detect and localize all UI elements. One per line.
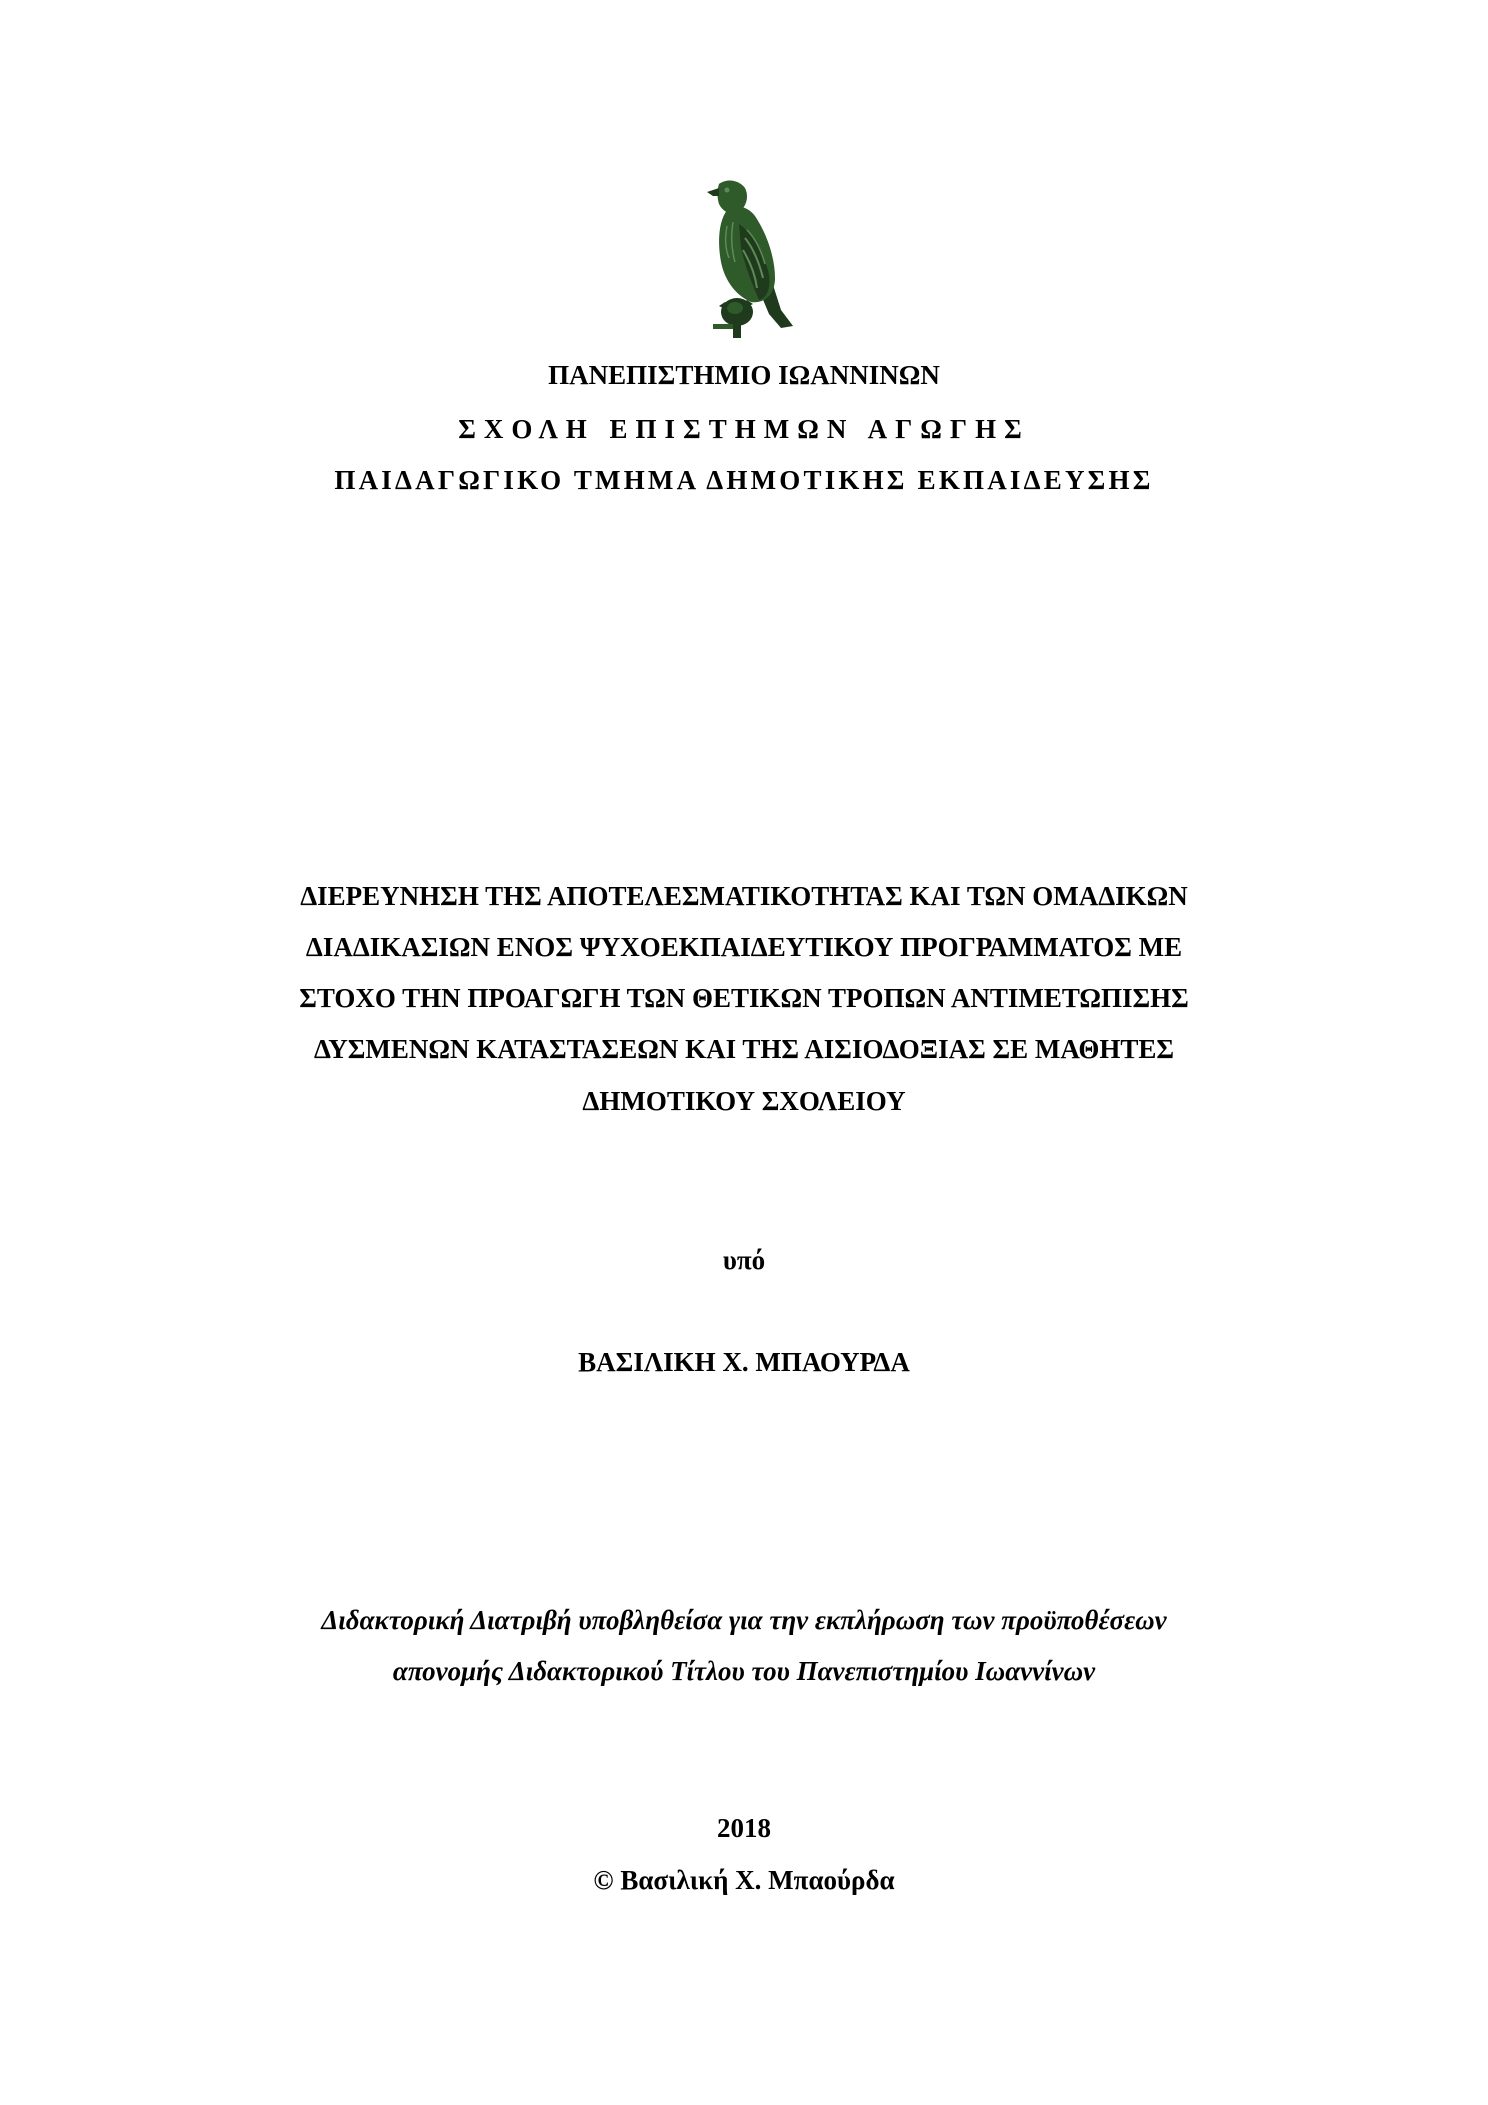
title-line: ΔΙΕΡΕΥΝΗΣΗ ΤΗΣ ΑΠΟΤΕΛΕΣΜΑΤΙΚΟΤΗΤΑΣ ΚΑΙ ΤΩΝ ΟΜΑΔΙΚΩΝ <box>300 881 1188 911</box>
by-label: υπό <box>722 1245 766 1275</box>
school-name: ΣΧΟΛΗ ΕΠΙΣΤΗΜΩΝ ΑΓΩΓΗΣ <box>458 414 1030 444</box>
owl-icon <box>689 178 799 338</box>
title-line: ΔΗΜΟΤΙΚΟΥ ΣΧΟΛΕΙΟΥ <box>582 1086 906 1116</box>
title-line: ΣΤΟΧΟ ΤΗΝ ΠΡΟΑΓΩΓΗ ΤΩΝ ΘΕΤΙΚΩΝ ΤΡΟΠΩΝ ΑΝΤΙΜΕΤΩΠΙΣΗΣ <box>299 983 1189 1013</box>
university-name: ΠΑΝΕΠΙΣΤΗΜΙΟ ΙΩΑΝΝΙΝΩΝ <box>548 360 940 390</box>
department-name: ΠΑΙΔΑΓΩΓΙΚΟ ΤΜΗΜΑ ΔΗΜΟΤΙΚΗΣ ΕΚΠΑΙΔΕΥΣΗΣ <box>334 465 1154 495</box>
author-name: ΒΑΣΙΛΙΚΗ Χ. ΜΠΑΟΥΡΔΑ <box>578 1347 910 1377</box>
copyright-notice: © Βασιλική Χ. Μπαούρδα <box>593 1865 895 1895</box>
title-line: ΔΙΑΔΙΚΑΣΙΩΝ ΕΝΟΣ ΨΥΧΟΕΚΠΑΙΔΕΥΤΙΚΟΥ ΠΡΟΓΡΑΜΜΑΤΟΣ ΜΕ <box>305 932 1183 962</box>
title-line: ΔΥΣΜΕΝΩΝ ΚΑΤΑΣΤΑΣΕΩΝ ΚΑΙ ΤΗΣ ΑΙΣΙΟΔΟΞΙΑΣ ΣΕ ΜΑΘΗΤΕΣ <box>313 1034 1175 1064</box>
year: 2018 <box>717 1813 771 1843</box>
thesis-description: Διδακτορική Διατριβή υποβληθείσα για την εκπλήρωση των προϋποθέσεων <box>321 1605 1167 1635</box>
thesis-description: απονομής Διδακτορικού Τίτλου του Πανεπιστημίου Ιωαννίνων <box>392 1656 1096 1686</box>
